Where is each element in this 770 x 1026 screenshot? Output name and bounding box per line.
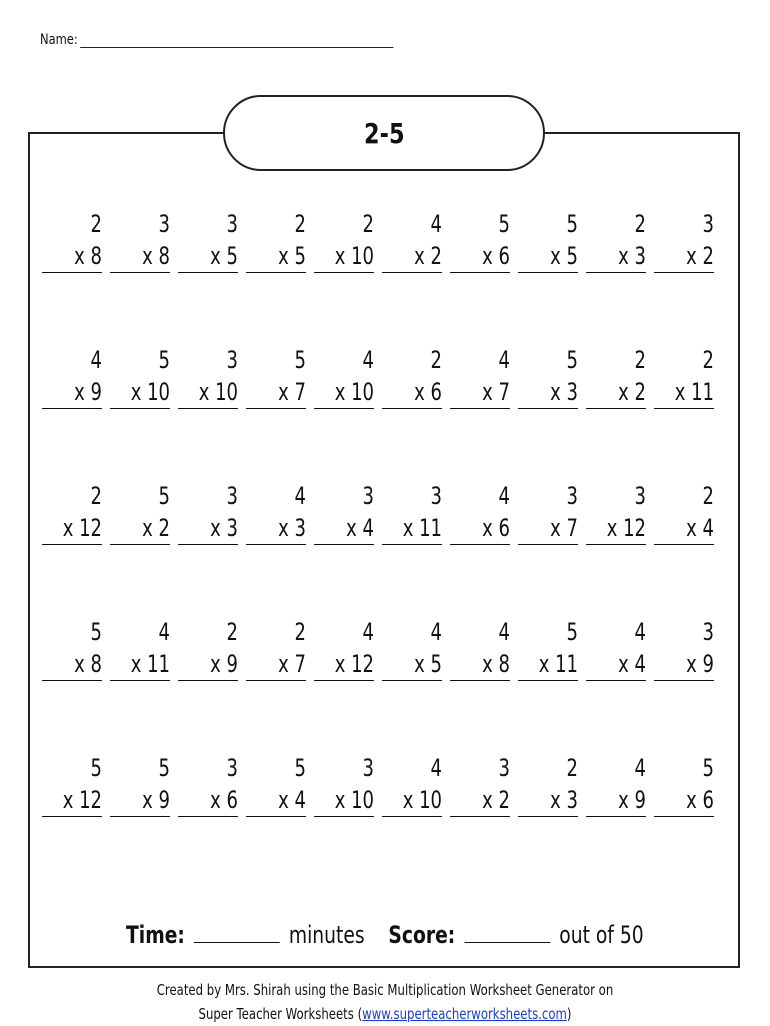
multiplier-line [518, 376, 578, 409]
multiplier-line [586, 512, 646, 545]
multiplicand: 5 [498, 210, 510, 238]
multiplication-problem [314, 344, 374, 409]
multiplier-line [382, 376, 442, 409]
multiplicand: 4 [158, 618, 170, 646]
multiplier: x 2 [618, 378, 646, 406]
multiplier-line [110, 784, 170, 817]
multiplication-problem [178, 208, 238, 273]
multiplication-problem [654, 480, 714, 545]
multiplicand: 2 [294, 210, 306, 238]
multiplication-problem [178, 752, 238, 817]
multiplier: x 6 [686, 786, 714, 814]
multiplier: x 3 [550, 378, 578, 406]
multiplication-problem [518, 616, 578, 681]
multiplicand: 4 [90, 346, 102, 374]
multiplicand: 2 [294, 618, 306, 646]
multiplication-problem [450, 208, 510, 273]
multiplier-line [654, 376, 714, 409]
multiplier-line [42, 240, 102, 273]
multiplicand: 5 [566, 346, 578, 374]
multiplier-line [110, 240, 170, 273]
multiplicand: 4 [634, 754, 646, 782]
multiplication-problem [382, 208, 442, 273]
multiplicand: 5 [294, 346, 306, 374]
multiplier-line [110, 648, 170, 681]
multiplier-line [178, 648, 238, 681]
multiplier: x 10 [334, 242, 374, 270]
multiplicand: 4 [634, 618, 646, 646]
multiplier: x 9 [618, 786, 646, 814]
multiplier-line [450, 376, 510, 409]
multiplier-line [518, 512, 578, 545]
multiplier: x 4 [346, 514, 374, 542]
multiplicand: 5 [158, 346, 170, 374]
out-of-label: out of 50 [559, 921, 644, 949]
multiplier-line [314, 648, 374, 681]
multiplicand: 4 [430, 210, 442, 238]
multiplicand: 5 [158, 754, 170, 782]
multiplicand: 3 [362, 754, 374, 782]
time-score-row [0, 920, 770, 949]
multiplier: x 11 [538, 650, 578, 678]
multiplicand: 4 [498, 618, 510, 646]
multiplicand: 2 [90, 210, 102, 238]
multiplier: x 2 [142, 514, 170, 542]
multiplicand: 4 [430, 618, 442, 646]
multiplicand: 5 [158, 482, 170, 510]
multiplier-line [586, 376, 646, 409]
multiplier-line [518, 240, 578, 273]
time-blank[interactable] [194, 920, 280, 943]
score-label: Score: [388, 921, 456, 949]
multiplier-line [246, 512, 306, 545]
credits-link[interactable]: www.superteacherworksheets.com [362, 1005, 567, 1023]
multiplier-line [450, 240, 510, 273]
multiplier: x 4 [686, 514, 714, 542]
multiplier-line [314, 784, 374, 817]
multiplier: x 11 [674, 378, 714, 406]
multiplier-line [450, 648, 510, 681]
multiplier-line [450, 512, 510, 545]
multiplication-problem [654, 344, 714, 409]
multiplier: x 4 [278, 786, 306, 814]
multiplication-problem [314, 752, 374, 817]
multiplicand: 3 [498, 754, 510, 782]
multiplicand: 2 [634, 346, 646, 374]
multiplication-problem [450, 480, 510, 545]
multiplication-problem [450, 344, 510, 409]
multiplicand: 2 [430, 346, 442, 374]
multiplier: x 3 [550, 786, 578, 814]
multiplicand: 4 [498, 482, 510, 510]
multiplier: x 10 [334, 378, 374, 406]
worksheet-title: 2-5 [363, 116, 405, 150]
multiplicand: 3 [226, 482, 238, 510]
multiplicand: 3 [226, 346, 238, 374]
multiplication-problem [42, 480, 102, 545]
multiplication-problem [654, 208, 714, 273]
multiplier: x 8 [74, 650, 102, 678]
multiplier: x 6 [482, 514, 510, 542]
multiplication-problem [314, 480, 374, 545]
multiplier-line [314, 376, 374, 409]
multiplier: x 8 [482, 650, 510, 678]
multiplier: x 11 [130, 650, 170, 678]
multiplier: x 7 [550, 514, 578, 542]
multiplicand: 5 [90, 618, 102, 646]
multiplier-line [654, 784, 714, 817]
multiplicand: 4 [294, 482, 306, 510]
multiplicand: 2 [634, 210, 646, 238]
multiplicand: 3 [158, 210, 170, 238]
multiplicand: 3 [430, 482, 442, 510]
multiplication-problem [518, 344, 578, 409]
multiplier: x 12 [62, 514, 102, 542]
multiplicand: 3 [702, 618, 714, 646]
multiplier: x 10 [402, 786, 442, 814]
multiplicand: 5 [294, 754, 306, 782]
multiplication-problem [42, 208, 102, 273]
multiplication-problem [42, 752, 102, 817]
multiplication-problem [314, 208, 374, 273]
multiplicand: 5 [90, 754, 102, 782]
multiplicand: 2 [226, 618, 238, 646]
multiplier-line [246, 240, 306, 273]
multiplier: x 10 [198, 378, 238, 406]
multiplication-problem [246, 752, 306, 817]
multiplication-problem [110, 480, 170, 545]
credits-suffix: ) [566, 1005, 572, 1023]
multiplication-problem [586, 208, 646, 273]
multiplier: x 7 [278, 378, 306, 406]
multiplier: x 10 [130, 378, 170, 406]
multiplication-problem [518, 208, 578, 273]
multiplicand: 2 [90, 482, 102, 510]
multiplier-line [382, 784, 442, 817]
multiplier-line [382, 512, 442, 545]
multiplier: x 11 [402, 514, 442, 542]
multiplicand: 3 [226, 210, 238, 238]
multiplier-line [382, 648, 442, 681]
multiplication-problem [518, 752, 578, 817]
multiplicand: 4 [362, 618, 374, 646]
name-label: Name: [40, 32, 78, 48]
multiplication-problem [450, 752, 510, 817]
multiplication-problem [110, 616, 170, 681]
multiplier-line [586, 648, 646, 681]
credits [0, 978, 770, 1026]
multiplication-problem [586, 752, 646, 817]
multiplier: x 2 [414, 242, 442, 270]
multiplication-problem [382, 344, 442, 409]
multiplicand: 4 [362, 346, 374, 374]
multiplication-problem [382, 616, 442, 681]
minutes-label: minutes [288, 921, 365, 949]
multiplication-problem [246, 616, 306, 681]
multiplier-line [42, 648, 102, 681]
multiplier: x 12 [62, 786, 102, 814]
credits-line-2 [85, 1002, 686, 1026]
multiplier: x 5 [278, 242, 306, 270]
multiplication-problem [110, 752, 170, 817]
multiplication-problem [654, 752, 714, 817]
multiplier-line [110, 376, 170, 409]
multiplier: x 8 [74, 242, 102, 270]
multiplicand: 3 [634, 482, 646, 510]
multiplier-line [178, 376, 238, 409]
multiplier: x 3 [278, 514, 306, 542]
multiplicand: 2 [362, 210, 374, 238]
multiplier: x 2 [482, 786, 510, 814]
multiplicand: 5 [566, 210, 578, 238]
multiplication-problem [586, 616, 646, 681]
multiplier-line [42, 512, 102, 545]
multiplier: x 9 [74, 378, 102, 406]
multiplication-problem [42, 616, 102, 681]
time-label: Time: [126, 921, 186, 949]
multiplication-problem [654, 616, 714, 681]
multiplier-line [518, 648, 578, 681]
multiplicand: 2 [566, 754, 578, 782]
multiplication-problem [246, 208, 306, 273]
multiplication-problem [450, 616, 510, 681]
multiplier: x 12 [606, 514, 646, 542]
multiplication-problem [382, 752, 442, 817]
multiplier: x 5 [550, 242, 578, 270]
multiplicand: 3 [566, 482, 578, 510]
multiplicand: 3 [226, 754, 238, 782]
multiplier: x 9 [210, 650, 238, 678]
multiplier: x 6 [414, 378, 442, 406]
multiplier-line [654, 512, 714, 545]
multiplier: x 4 [618, 650, 646, 678]
multiplier: x 3 [210, 514, 238, 542]
multiplier-line [246, 376, 306, 409]
multiplier: x 9 [686, 650, 714, 678]
multiplier: x 3 [618, 242, 646, 270]
multiplication-problem [42, 344, 102, 409]
multiplier-line [314, 240, 374, 273]
multiplier-line [586, 240, 646, 273]
multiplier-line [382, 240, 442, 273]
multiplication-problem [110, 208, 170, 273]
multiplicand: 4 [498, 346, 510, 374]
multiplicand: 3 [702, 210, 714, 238]
multiplier: x 7 [482, 378, 510, 406]
multiplication-problem [178, 480, 238, 545]
multiplier-line [654, 240, 714, 273]
multiplier: x 12 [334, 650, 374, 678]
multiplier-line [518, 784, 578, 817]
score-blank[interactable] [465, 920, 551, 943]
multiplication-problem [110, 344, 170, 409]
multiplication-problem [382, 480, 442, 545]
multiplicand: 2 [702, 482, 714, 510]
multiplier: x 7 [278, 650, 306, 678]
multiplicand: 3 [362, 482, 374, 510]
multiplier-line [654, 648, 714, 681]
multiplier-line [586, 784, 646, 817]
multiplier-line [178, 240, 238, 273]
multiplicand: 5 [566, 618, 578, 646]
multiplier-line [178, 512, 238, 545]
multiplier-line [42, 784, 102, 817]
multiplication-problem [246, 344, 306, 409]
multiplier-line [450, 784, 510, 817]
credits-prefix: Super Teacher Worksheets ( [198, 1005, 363, 1023]
multiplicand: 4 [430, 754, 442, 782]
multiplier-line [314, 512, 374, 545]
multiplication-problem [246, 480, 306, 545]
multiplier: x 2 [686, 242, 714, 270]
multiplier-line [110, 512, 170, 545]
multiplication-problem [586, 344, 646, 409]
multiplier: x 9 [142, 786, 170, 814]
multiplier-line [246, 784, 306, 817]
multiplier-line [178, 784, 238, 817]
multiplier: x 10 [334, 786, 374, 814]
multiplier: x 8 [142, 242, 170, 270]
multiplication-problem [178, 344, 238, 409]
multiplier: x 6 [210, 786, 238, 814]
multiplication-problem [178, 616, 238, 681]
multiplicand: 2 [702, 346, 714, 374]
multiplication-problem [586, 480, 646, 545]
multiplier: x 6 [482, 242, 510, 270]
multiplier-line [246, 648, 306, 681]
multiplication-problem [518, 480, 578, 545]
multiplication-problem [314, 616, 374, 681]
credits-line-1: Created by Mrs. Shirah using the Basic Multiplication Worksheet Generator on [156, 981, 614, 999]
multiplier: x 5 [210, 242, 238, 270]
multiplier: x 5 [414, 650, 442, 678]
multiplier-line [42, 376, 102, 409]
multiplicand: 5 [702, 754, 714, 782]
